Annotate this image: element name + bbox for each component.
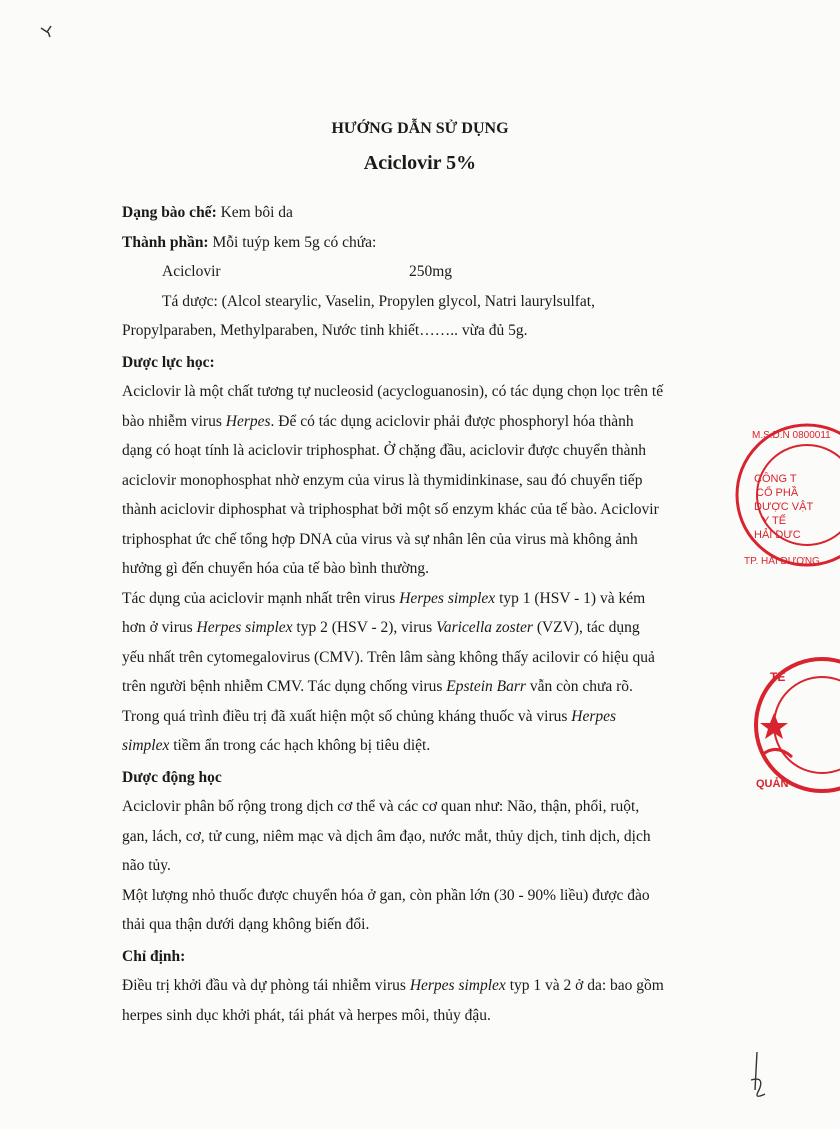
excipients-line-1: Tá dược: (Alcol stearylic, Vaselin, Propylen glycol, Natri laurylsulfat,	[162, 292, 595, 310]
svg-text:QUẢN: QUẢN	[756, 778, 789, 790]
indications-heading: Chỉ định:	[122, 947, 186, 965]
product-title: Aciclovir 5%	[363, 152, 477, 174]
company-seal-icon	[722, 420, 831, 575]
composition-line: Thành phần: Mỗi tuýp kem 5g có chứa:	[122, 233, 377, 251]
document-body	[122, 198, 722, 1030]
pharmacokinetics-paragraph-2: Một lượng nhỏ thuốc được chuyển hóa ở gan, còn phần lớn (30 - 90% liều) được đào thải qua thận dưới dạng không biến đổi.	[122, 886, 650, 933]
pharmacokinetics-heading: Dược động học	[122, 768, 222, 786]
pharmacodynamics-paragraph-1: Aciclovir là một chất tương tự nucleosid (acycloguanosin), có tác dụng chọn lọc trên tế bào nhiễm virus Herpes. Để có tác dụng aciclovir phải được phosphoryl hóa thành dạng có hoạt tính là aciclovir triphosphat. Ở chặng đầu, aciclovir được chuyển thành aciclovir monophosphat nhờ enzym của virus là thymidinkinase, sau đó chuyển tiếp thành aciclovir diphosphat và triphosphat bởi một số enzym khác của tế bào. Aciclovir triphosphat ức chế tổng hợp DNA của virus và sự nhân lên của virus mà không ảnh hưởng gì đến chuyển hóa của tế bào bình thường.	[122, 383, 664, 577]
signature-icon	[745, 1050, 775, 1115]
active-ingredient-row: Aciclovir 250mg	[162, 263, 453, 280]
svg-text:TP. HẢI DƯƠNG: TP. HẢI DƯƠNG	[744, 556, 820, 567]
dosage-form-line: Dạng bào chế: Kem bôi da	[122, 204, 293, 221]
svg-text:CÔNG T: CÔNG T	[754, 473, 797, 485]
svg-text:TẾ: TẾ	[770, 670, 786, 684]
svg-text:DƯỢC VẬT: DƯỢC VẬT	[754, 501, 814, 513]
document-title: HƯỚNG DẪN SỬ DỤNG	[331, 120, 509, 137]
pharmacokinetics-paragraph-1: Aciclovir phân bố rộng trong dịch cơ thể và các cơ quan như: Não, thận, phổi, ruột, gan, lách, cơ, tử cung, niêm mạc và dịch âm đạo, nước mắt, thủy dịch, tinh dịch, dịch não tủy.	[122, 798, 651, 874]
svg-text:M.S.D.N 0800011: M.S.D.N 0800011	[752, 430, 831, 441]
official-seal-icon	[752, 655, 800, 800]
pharmacodynamics-heading: Dược lực học:	[122, 353, 215, 371]
indications-paragraph: Điều trị khởi đầu và dự phòng tái nhiễm virus Herpes simplex typ 1 và 2 ở da: bao gồm herpes sinh dục khởi phát, tái phát và herpes môi, thủy đậu.	[122, 977, 664, 1024]
svg-text:CỔ PHẦ: CỔ PHẦ	[756, 487, 799, 499]
pharmacodynamics-paragraph-2: Tác dụng của aciclovir mạnh nhất trên virus Herpes simplex typ 1 (HSV - 1) và kém hơn ở virus Herpes simplex typ 2 (HSV - 2), virus Varicella zoster (VZV), tác dụng yếu nhất trên cytomegalovirus (CMV). Trên lâm sàng không thấy acilovir có hiệu quả trên người bệnh nhiễm CMV. Tác dụng chống virus Epstein Barr vẫn còn chưa rõ. Trong quá trình điều trị đã xuất hiện một số chủng kháng thuốc và virus Herpes simplex tiềm ẩn trong các hạch không bị tiêu diệt.	[122, 589, 655, 754]
svg-text:HẢI DƯC: HẢI DƯC	[754, 529, 801, 541]
corner-mark-icon	[38, 22, 60, 45]
svg-text:Y TẾ: Y TẾ	[762, 515, 787, 527]
excipients-line-2: Propylparaben, Methylparaben, Nước tinh khiết…….. vừa đủ 5g.	[122, 322, 528, 339]
